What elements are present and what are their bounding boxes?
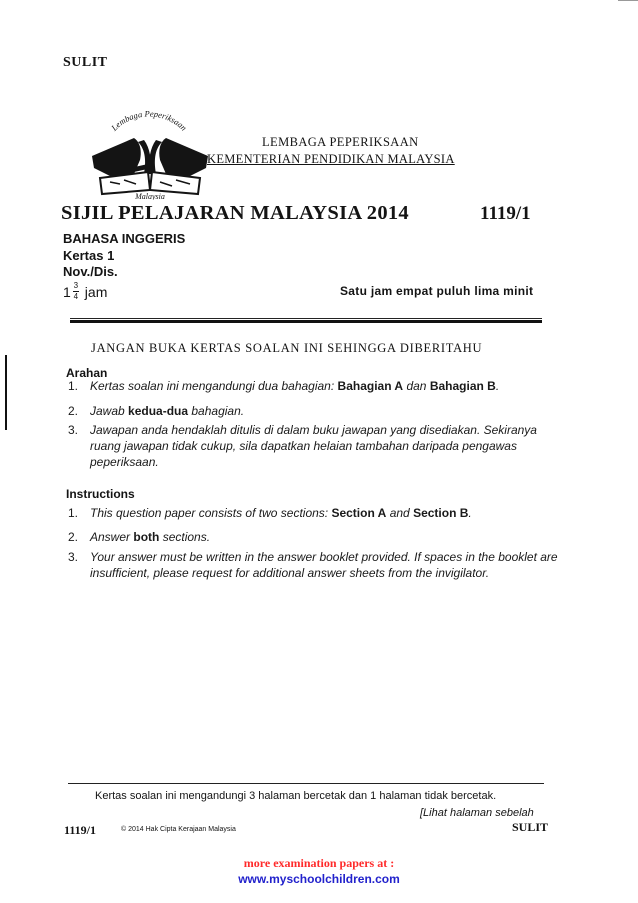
arahan-item-2 bbox=[68, 403, 560, 419]
item-bold: Section A bbox=[331, 506, 387, 520]
classification-bottom: SULIT bbox=[512, 820, 549, 834]
logo-arc-text: Lembaga Peperiksaan bbox=[109, 108, 189, 133]
item-bold: Bahagian A bbox=[337, 379, 404, 393]
item-text: Answer bbox=[90, 530, 134, 544]
duration bbox=[63, 282, 107, 301]
duration-unit: jam bbox=[84, 283, 108, 300]
board-name: LEMBAGA PEPERIKSAAN bbox=[262, 135, 419, 149]
item-text: and bbox=[386, 506, 414, 520]
item-text: dan bbox=[403, 379, 430, 393]
page-count-note: Kertas soalan ini mengandungi 3 halaman bercetak dan 1 halaman tidak bercetak. bbox=[95, 790, 497, 802]
item-text: Kertas soalan ini mengandungi dua bahagian: bbox=[90, 379, 338, 393]
instruction-item-2 bbox=[68, 529, 560, 545]
duration-fraction bbox=[73, 282, 79, 301]
paper-number: Kertas 1 bbox=[63, 248, 115, 263]
arahan-item-3 bbox=[68, 422, 560, 470]
item-text: Jawapan anda hendaklah ditulis di dalam buku jawapan yang disediakan. Sekiranya ruang jawapan tidak cukup, sila dapatkan helaian tambahan daripada pengawas peperiksaan. bbox=[90, 423, 537, 469]
item-text: bahagian. bbox=[188, 404, 245, 418]
exam-board-logo bbox=[90, 98, 210, 200]
classification-top: SULIT bbox=[63, 55, 108, 70]
fraction-denominator: 4 bbox=[73, 292, 79, 301]
item-number: 3. bbox=[68, 550, 79, 564]
divider-thin bbox=[70, 318, 542, 319]
exam-session: Nov./Dis. bbox=[63, 264, 118, 279]
ministry-name: KEMENTERIAN PENDIDIKAN MALAYSIA bbox=[207, 152, 455, 166]
item-number: 2. bbox=[68, 530, 79, 544]
do-not-open-warning: JANGAN BUKA KERTAS SOALAN INI SEHINGGA DIBERITAHU bbox=[91, 341, 483, 355]
exam-title: SIJIL PELAJARAN MALAYSIA 2014 bbox=[61, 202, 409, 224]
instructions-heading: Instructions bbox=[66, 487, 135, 501]
item-number: 1. bbox=[68, 506, 79, 520]
item-bold: Section B bbox=[413, 506, 469, 520]
arahan-item-1 bbox=[68, 378, 560, 394]
arahan-heading: Arahan bbox=[66, 366, 108, 380]
duration-in-words: Satu jam empat puluh lima minit bbox=[340, 284, 534, 298]
item-number: 3. bbox=[68, 423, 79, 437]
instruction-item-3 bbox=[68, 549, 560, 581]
item-text: Your answer must be written in the answer booklet provided. If spaces in the booklet are insufficient, please request for additional answer sheets from the invigilator. bbox=[90, 550, 558, 580]
svg-text:Lembaga Peperiksaan bbox=[108, 108, 188, 133]
promo-line: more examination papers at : bbox=[243, 856, 395, 870]
promo-website-link[interactable]: www.myschoolchildren.com bbox=[238, 872, 400, 886]
copyright: © 2014 Hak Cipta Kerajaan Malaysia bbox=[121, 826, 236, 833]
item-number: 1. bbox=[68, 379, 79, 393]
item-text: sections. bbox=[159, 530, 211, 544]
page-corner-mark bbox=[618, 0, 638, 1]
duration-whole: 1 bbox=[63, 283, 71, 300]
crest-icon bbox=[90, 98, 210, 200]
footer-paper-code: 1119/1 bbox=[64, 823, 97, 837]
item-text: Jawab bbox=[90, 404, 129, 418]
item-text: This question paper consists of two sections: bbox=[90, 506, 332, 520]
item-text: . bbox=[495, 379, 500, 393]
paper-code: 1119/1 bbox=[480, 203, 531, 224]
fraction-numerator: 3 bbox=[73, 281, 79, 290]
footer-divider bbox=[68, 783, 544, 784]
item-bold: Bahagian B bbox=[429, 379, 496, 393]
subject-name: BAHASA INGGERIS bbox=[63, 231, 186, 246]
item-bold: kedua-dua bbox=[128, 404, 189, 418]
turn-over-note: [Lihat halaman sebelah bbox=[420, 807, 534, 819]
item-number: 2. bbox=[68, 404, 79, 418]
instruction-item-1 bbox=[68, 505, 560, 521]
margin-scan-bar bbox=[5, 355, 7, 430]
item-text: . bbox=[468, 506, 472, 520]
item-bold: both bbox=[133, 530, 160, 544]
divider-thick bbox=[70, 320, 542, 323]
logo-bottom-text: Malaysia bbox=[135, 192, 165, 200]
